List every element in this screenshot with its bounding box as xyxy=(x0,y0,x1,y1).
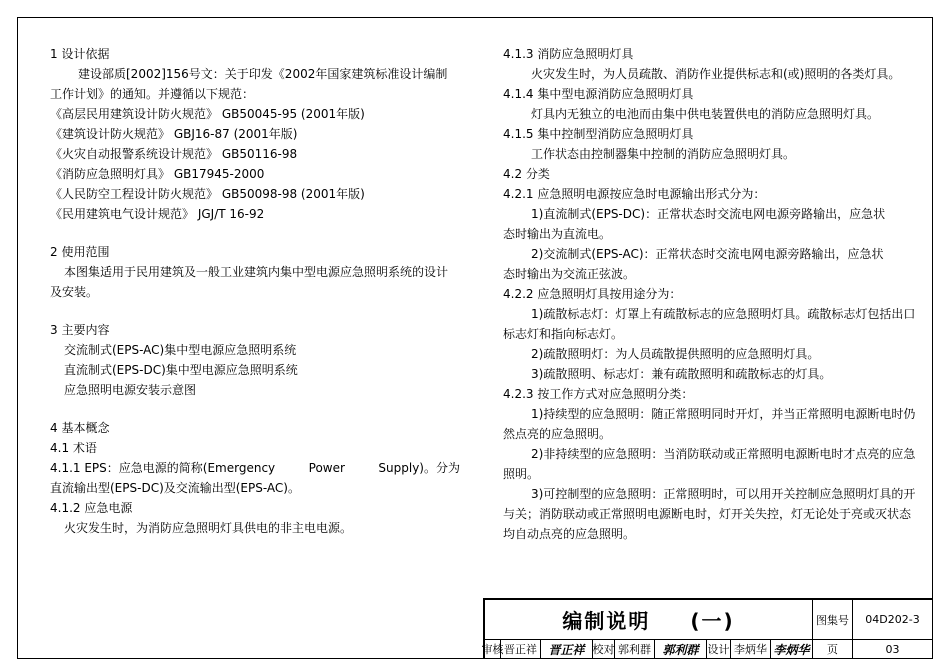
section-3-title: 3 主要内容 xyxy=(50,323,110,337)
paragraph: 工作计划》的通知。并遵循以下规范： xyxy=(50,87,255,101)
paragraph: 与关；消防联动或正常照明电源断电时，灯开关失控，灯无论处于亮或灭状态 xyxy=(503,507,912,521)
paragraph: 本图集适用于民用建筑及一般工业建筑内集中型电源应急照明系统的设计 xyxy=(64,265,449,279)
section-4-title: 4 基本概念 xyxy=(50,421,110,435)
title-block xyxy=(483,598,933,659)
subsection-title: 4.1.5 集中控制型消防应急照明灯具 xyxy=(503,127,694,141)
paragraph: 均自动点亮的应急照明。 xyxy=(503,527,636,541)
reference-item: 《民用建筑电气设计规范》 JGJ/T 16-92 xyxy=(50,207,265,221)
subsection-title: 4.1.2 应急电源 xyxy=(50,501,133,515)
page-number: 03 xyxy=(853,640,933,659)
paragraph: 1)直流制式(EPS-DC)：正常状态时交流电网电源旁路输出，应急状 xyxy=(531,207,886,221)
paragraph: 2)疏散照明灯：为人员疏散提供照明的应急照明灯具。 xyxy=(531,347,820,361)
page-label: 页 xyxy=(813,640,853,659)
content-item: 直流制式(EPS-DC)集中型电源应急照明系统 xyxy=(64,363,298,377)
paragraph: 2)非持续型的应急照明：当消防联动或正常照明电源断电时才点亮的应急 xyxy=(531,447,916,461)
paragraph: 火灾发生时，为人员疏散、消防作业提供标志和(或)照明的各类灯具。 xyxy=(531,67,901,81)
check-name: 郭利群 xyxy=(615,640,655,659)
paragraph: 2)交流制式(EPS-AC)：正常状态时交流电网电源旁路输出，应急状 xyxy=(531,247,884,261)
paragraph: 工作状态由控制器集中控制的消防应急照明灯具。 xyxy=(531,147,796,161)
check-signature: 郭利群 xyxy=(655,640,707,659)
atlas-number: 04D202-3 xyxy=(853,600,933,640)
atlas-label: 图集号 xyxy=(813,600,853,640)
text-fragment: Supply)。分为 xyxy=(378,461,460,475)
content-item: 应急照明电源安装示意图 xyxy=(64,383,197,397)
check-label: 校对 xyxy=(593,640,615,659)
paragraph: 3)疏散照明、标志灯：兼有疏散照明和疏散标志的灯具。 xyxy=(531,367,832,381)
review-signature: 晋正祥 xyxy=(541,640,593,659)
reference-item: 《高层民用建筑设计防火规范》 GB50045-95 (2001年版) xyxy=(50,107,365,121)
paragraph: 建设部质[2002]156号文：关于印发《2002年国家建筑标准设计编制 xyxy=(78,67,448,81)
drawing-title: 编制说明 xyxy=(562,609,651,633)
subsection-title: 4.2.1 应急照明电源按应急时电源输出形式分为： xyxy=(503,187,766,201)
section-1-title: 1 设计依据 xyxy=(50,47,110,61)
subsection-title: 4.2 分类 xyxy=(503,167,550,181)
subsection-title: 4.2.2 应急照明灯具按用途分为： xyxy=(503,287,682,301)
paragraph: 然点亮的应急照明。 xyxy=(503,427,612,441)
reference-item: 《消防应急照明灯具》 GB17945-2000 xyxy=(50,167,265,181)
title-cell xyxy=(485,600,813,640)
paragraph: 态时输出为交流正弦波。 xyxy=(503,267,636,281)
text-fragment: 4.1.1 EPS：应急电源的简称(Emergency xyxy=(50,461,276,475)
paragraph: 1)疏散标志灯：灯罩上有疏散标志的应急照明灯具。疏散标志灯包括出口 xyxy=(531,307,916,321)
paragraph: 1)持续型的应急照明：随正常照明同时开灯，并当正常照明电源断电时仍 xyxy=(531,407,916,421)
text-fragment: Power xyxy=(308,461,345,475)
term-eps-line xyxy=(50,458,460,478)
drawing-title-number: (一) xyxy=(690,609,735,633)
content-item: 交流制式(EPS-AC)集中型电源应急照明系统 xyxy=(64,343,297,357)
design-signature: 李炳华 xyxy=(771,640,813,659)
paragraph: 态时输出为直流电。 xyxy=(503,227,612,241)
paragraph: 火灾发生时，为消防应急照明灯具供电的非主电电源。 xyxy=(64,521,353,535)
paragraph: 及安装。 xyxy=(50,285,99,299)
subsection-title: 4.1 术语 xyxy=(50,441,97,455)
paragraph: 照明。 xyxy=(503,467,540,481)
reference-item: 《火灾自动报警系统设计规范》 GB50116-98 xyxy=(50,147,298,161)
review-label: 审核 xyxy=(485,640,501,659)
paragraph: 直流输出型(EPS-DC)及交流输出型(EPS-AC)。 xyxy=(50,481,300,495)
reference-item: 《建筑设计防火规范》 GBJ16-87 (2001年版) xyxy=(50,127,298,141)
design-label: 设计 xyxy=(707,640,731,659)
section-2-title: 2 使用范围 xyxy=(50,245,110,259)
reference-item: 《人民防空工程设计防火规范》 GB50098-98 (2001年版) xyxy=(50,187,365,201)
left-column xyxy=(50,44,470,538)
subsection-title: 4.1.4 集中型电源消防应急照明灯具 xyxy=(503,87,694,101)
review-name: 晋正祥 xyxy=(501,640,541,659)
paragraph: 标志灯和指向标志灯。 xyxy=(503,327,624,341)
paragraph: 灯具内无独立的电池而由集中供电装置供电的消防应急照明灯具。 xyxy=(531,107,880,121)
paragraph: 3)可控制型的应急照明：正常照明时，可以用开关控制应急照明灯具的开 xyxy=(531,487,916,501)
subsection-title: 4.1.3 消防应急照明灯具 xyxy=(503,47,634,61)
right-column xyxy=(503,44,915,544)
design-name: 李炳华 xyxy=(731,640,771,659)
subsection-title: 4.2.3 按工作方式对应急照明分类： xyxy=(503,387,694,401)
